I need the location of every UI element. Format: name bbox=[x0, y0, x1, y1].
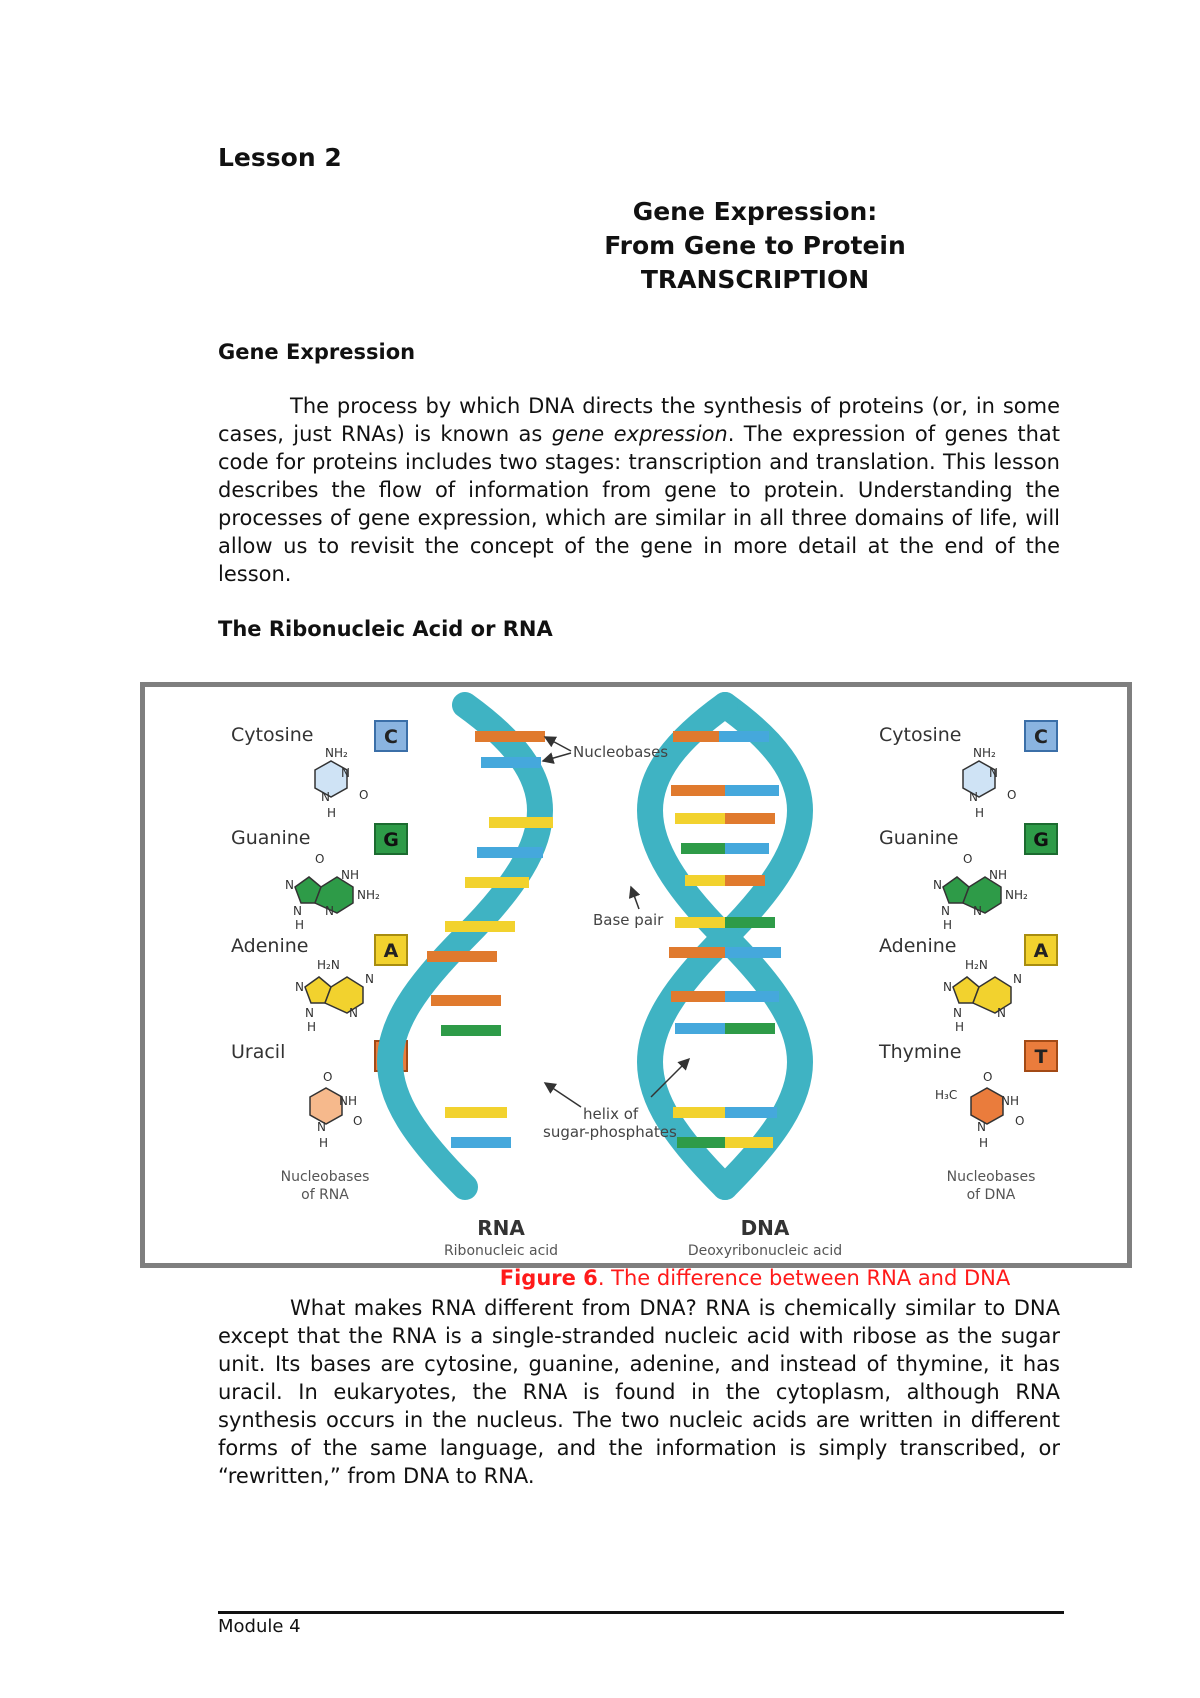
uracil-structure-left bbox=[310, 1070, 362, 1150]
right-letter-g: G bbox=[1033, 829, 1049, 851]
svg-text:N: N bbox=[969, 790, 978, 804]
svg-text:N: N bbox=[325, 904, 334, 918]
left-base-name-1: Cytosine bbox=[231, 724, 314, 746]
paragraph-emphasis: gene expression bbox=[551, 422, 728, 446]
gene-expression-paragraph bbox=[218, 392, 1060, 588]
svg-text:H: H bbox=[295, 918, 305, 932]
section-heading-rna: The Ribonucleic Acid or RNA bbox=[218, 617, 553, 641]
guanine-structure-left bbox=[285, 852, 380, 932]
thymine-structure-right bbox=[935, 1070, 1024, 1150]
left-base-name-4: Uracil bbox=[231, 1041, 286, 1063]
svg-text:H: H bbox=[327, 806, 337, 820]
left-base-name-3: Adenine bbox=[231, 935, 309, 957]
left-caption-line-1: Nucleobases bbox=[280, 1169, 370, 1185]
lesson-label: Lesson 2 bbox=[218, 143, 342, 172]
svg-text:NH₂: NH₂ bbox=[357, 888, 380, 902]
svg-text:N: N bbox=[365, 972, 374, 986]
paragraph-text-start: The process by which DNA directs the synthesis of proteins (or, in some cases, just RNAs) is known as bbox=[218, 394, 1060, 446]
svg-text:O: O bbox=[359, 788, 369, 802]
dna-subtitle: Deoxyribonucleic acid bbox=[687, 1243, 843, 1259]
helix-label-line-2: sugar-phosphates bbox=[543, 1123, 677, 1141]
svg-text:NH: NH bbox=[1001, 1094, 1019, 1108]
left-base-name-2: Guanine bbox=[231, 827, 311, 849]
left-bases-column bbox=[231, 721, 407, 1203]
right-base-name-1: Cytosine bbox=[879, 724, 962, 746]
cytosine-structure-right bbox=[963, 746, 1016, 820]
svg-text:N: N bbox=[977, 1120, 986, 1134]
svg-text:NH₂: NH₂ bbox=[325, 746, 348, 760]
figure-frame bbox=[140, 682, 1132, 1268]
svg-text:N: N bbox=[973, 904, 982, 918]
dna-title: DNA bbox=[740, 1216, 790, 1240]
rna-dna-figure bbox=[145, 687, 1127, 1263]
svg-text:O: O bbox=[963, 852, 973, 866]
adenine-structure-left bbox=[295, 958, 374, 1034]
section-heading-gene-expression: Gene Expression bbox=[218, 340, 416, 364]
left-letter-g: G bbox=[383, 829, 399, 851]
svg-text:N: N bbox=[341, 766, 350, 780]
figure-caption-text: . The difference between RNA and DNA bbox=[597, 1266, 1011, 1290]
svg-text:O: O bbox=[983, 1070, 993, 1084]
right-base-name-3: Adenine bbox=[879, 935, 957, 957]
title-line-1: Gene Expression: bbox=[632, 197, 878, 226]
svg-text:H₂N: H₂N bbox=[965, 958, 988, 972]
left-letter-c: C bbox=[384, 726, 398, 748]
left-letter-u: U bbox=[383, 1046, 399, 1068]
nucleobases-label: Nucleobases bbox=[573, 743, 669, 761]
figure-caption bbox=[0, 1266, 1200, 1290]
base-pair-label: Base pair bbox=[593, 911, 664, 929]
title-line-2: From Gene to Protein bbox=[604, 231, 906, 260]
svg-text:N: N bbox=[295, 980, 304, 994]
svg-text:O: O bbox=[315, 852, 325, 866]
rna-dna-paragraph bbox=[218, 1294, 1060, 1490]
svg-text:N: N bbox=[293, 904, 302, 918]
svg-text:H: H bbox=[319, 1136, 329, 1150]
right-caption-line-1: Nucleobases bbox=[946, 1169, 1036, 1185]
helix-label-line-1: helix of bbox=[583, 1105, 639, 1123]
svg-text:N: N bbox=[305, 1006, 314, 1020]
svg-text:H: H bbox=[955, 1020, 965, 1034]
guanine-structure-right bbox=[933, 852, 1028, 932]
svg-text:H₃C: H₃C bbox=[935, 1088, 958, 1102]
svg-text:N: N bbox=[321, 790, 330, 804]
svg-text:N: N bbox=[941, 904, 950, 918]
left-letter-a: A bbox=[383, 940, 399, 962]
paragraph-text-end: . The expression of genes that code for proteins includes two stages: transcription and translation. This lesson describes the flow of information from gene to protein. Understanding the processes of gene expression, which are similar in all three domains of life, will allow us to revisit the concept of the gene in more detail at the end of the lesson. bbox=[218, 422, 1060, 586]
svg-text:NH: NH bbox=[339, 1094, 357, 1108]
title-line-3: TRANSCRIPTION bbox=[640, 265, 870, 294]
dna-helix bbox=[650, 705, 842, 1259]
right-letter-c: C bbox=[1034, 726, 1048, 748]
svg-text:NH₂: NH₂ bbox=[973, 746, 996, 760]
svg-text:O: O bbox=[353, 1114, 363, 1128]
right-bases-column bbox=[878, 721, 1057, 1203]
right-letter-a: A bbox=[1033, 940, 1049, 962]
svg-text:N: N bbox=[349, 1006, 358, 1020]
rna-subtitle: Ribonucleic acid bbox=[443, 1243, 559, 1259]
svg-text:H: H bbox=[307, 1020, 317, 1034]
svg-text:H: H bbox=[943, 918, 953, 932]
right-base-name-2: Guanine bbox=[879, 827, 959, 849]
center-labels bbox=[543, 737, 689, 1141]
right-letter-t: T bbox=[1034, 1046, 1048, 1068]
svg-text:N: N bbox=[1013, 972, 1022, 986]
svg-text:N: N bbox=[989, 766, 998, 780]
rna-title: RNA bbox=[477, 1216, 525, 1240]
footer-module-label: Module 4 bbox=[218, 1616, 301, 1637]
svg-text:NH₂: NH₂ bbox=[1005, 888, 1028, 902]
svg-text:N: N bbox=[953, 1006, 962, 1020]
svg-text:O: O bbox=[1007, 788, 1017, 802]
svg-text:N: N bbox=[285, 878, 294, 892]
svg-text:O: O bbox=[323, 1070, 333, 1084]
svg-text:H₂N: H₂N bbox=[317, 958, 340, 972]
svg-text:N: N bbox=[317, 1120, 326, 1134]
left-caption-line-2: of RNA bbox=[301, 1187, 349, 1203]
svg-text:N: N bbox=[933, 878, 942, 892]
footer-divider bbox=[218, 1611, 1064, 1614]
rna-helix bbox=[390, 705, 558, 1259]
svg-text:NH: NH bbox=[341, 868, 359, 882]
right-caption-line-2: of DNA bbox=[966, 1187, 1016, 1203]
svg-text:NH: NH bbox=[989, 868, 1007, 882]
svg-text:O: O bbox=[1015, 1114, 1025, 1128]
svg-text:H: H bbox=[979, 1136, 989, 1150]
cytosine-structure-left bbox=[315, 746, 368, 820]
right-base-name-4: Thymine bbox=[879, 1041, 962, 1063]
adenine-structure-right bbox=[943, 958, 1022, 1034]
svg-text:N: N bbox=[943, 980, 952, 994]
svg-text:N: N bbox=[997, 1006, 1006, 1020]
figure-caption-label: Figure 6 bbox=[499, 1266, 598, 1290]
rna-dna-paragraph-text: What makes RNA different from DNA? RNA is chemically similar to DNA except that the RNA is a single-stranded nucleic acid with ribose as the sugar unit. Its bases are cytosine, guanine, adenine, and instead of thymine, it has uracil. In eukaryotes, the RNA is found in the cytoplasm, although RNA synthesis occurs in the nucleus. The two nucleic acids are written in different forms of the same language, and the information is simply transcribed, or “rewritten,” from DNA to RNA. bbox=[218, 1296, 1060, 1488]
svg-text:H: H bbox=[975, 806, 985, 820]
